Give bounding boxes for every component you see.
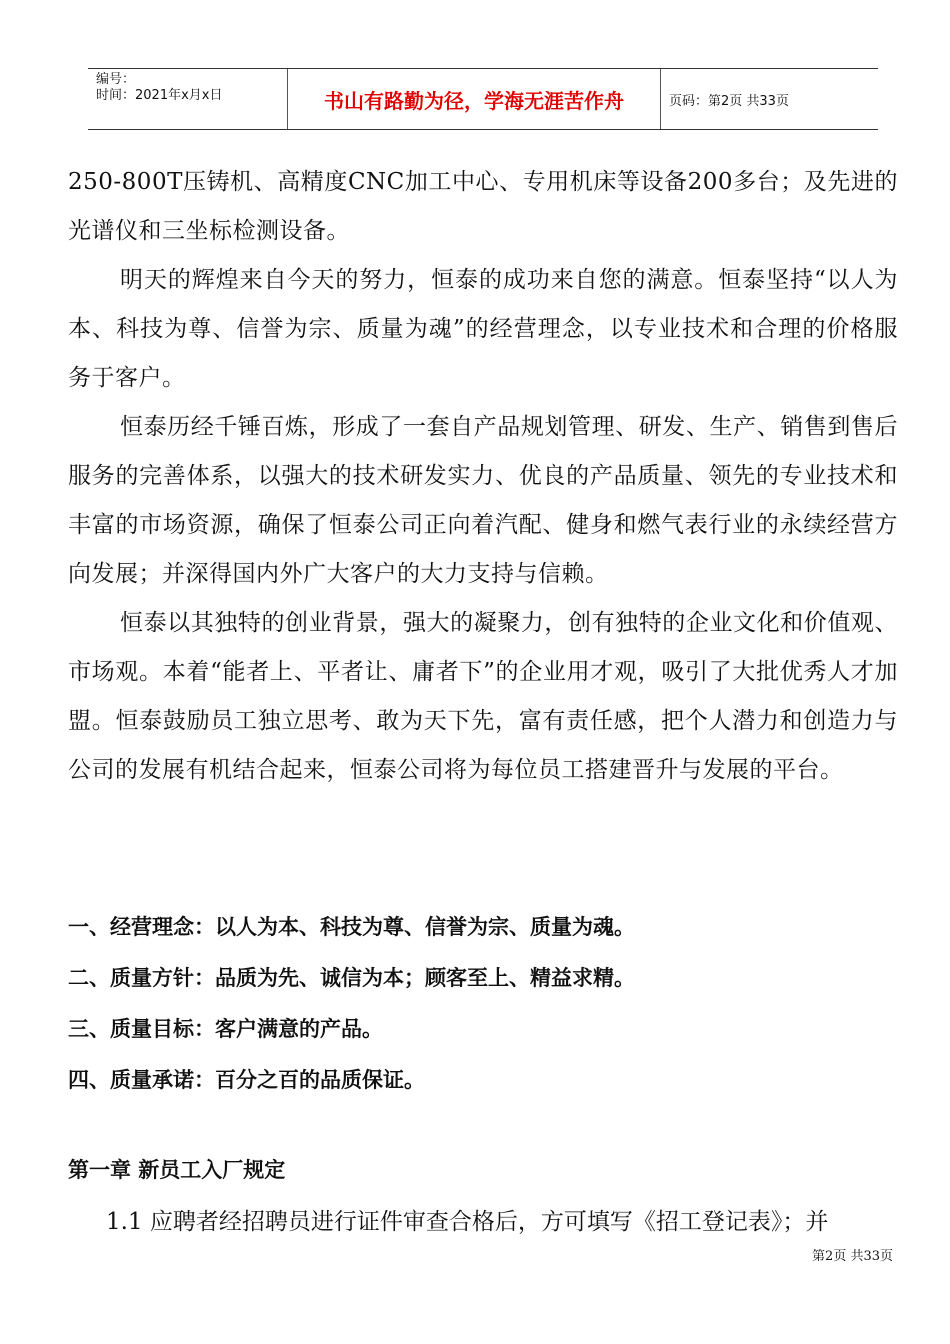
principle-item: 三、质量目标：客户满意的产品。 [68, 1017, 383, 1041]
time-label: 时间：2021年x月x日 [96, 88, 223, 103]
paragraph: 明天的辉煌来自今天的努力，恒泰的成功来自您的满意。恒泰坚持“以人为本、科技为尊、信誉为宗、质量为魂”的经营理念，以专业技术和合理的价格服务于客户。 [68, 267, 898, 391]
paragraph: 恒泰以其独特的创业背景，强大的凝聚力，创有独特的企业文化和价值观、市场观。本着“能者上、平者让、庸者下”的企业用才观，吸引了大批优秀人才加盟。恒泰鼓励员工独立思考、敢为天下先，富有责任感，把个人潜力和创造力与公司的发展有机结合起来，恒泰公司将为每位员工搭建晋升与发展的平台。 [68, 610, 898, 783]
number-label: 编号： [96, 72, 136, 87]
header-motto: 书山有路勤为径，学海无涯苦作舟 [288, 69, 661, 129]
chapter-title: 第一章 新员工入厂规定 [68, 1158, 286, 1182]
clause-text: 1.1 应聘者经招聘员进行证件审查合格后，方可填写《招工登记表》；并 [106, 1209, 829, 1235]
principle-item: 四、质量承诺：百分之百的品质保证。 [68, 1068, 425, 1092]
paragraph: 恒泰历经千锤百炼，形成了一套自产品规划管理、研发、生产、销售到售后服务的完善体系，以强大的技术研发实力、优良的产品质量、领先的专业技术和丰富的市场资源，确保了恒泰公司正向着汽配、健身和燃气表行业的永续经营方向发展；并深得国内外广大客户的大力支持与信赖。 [68, 414, 898, 587]
header-page-label: 页码：第2页 共33页 [669, 93, 789, 109]
principles-list [68, 902, 898, 1106]
page-header [88, 68, 878, 130]
principle-item: 一、经营理念：以人为本、科技为尊、信誉为宗、质量为魂。 [68, 915, 635, 939]
header-meta [88, 69, 288, 129]
page-footer: 第2页 共33页 [812, 1249, 893, 1264]
body-text [68, 158, 898, 795]
principle-item: 二、质量方针：品质为先、诚信为本；顾客至上、精益求精。 [68, 966, 635, 990]
paragraph: 250-800T压铸机、高精度CNC加工中心、专用机床等设备200多台；及先进的光谱仪和三坐标检测设备。 [68, 169, 898, 244]
